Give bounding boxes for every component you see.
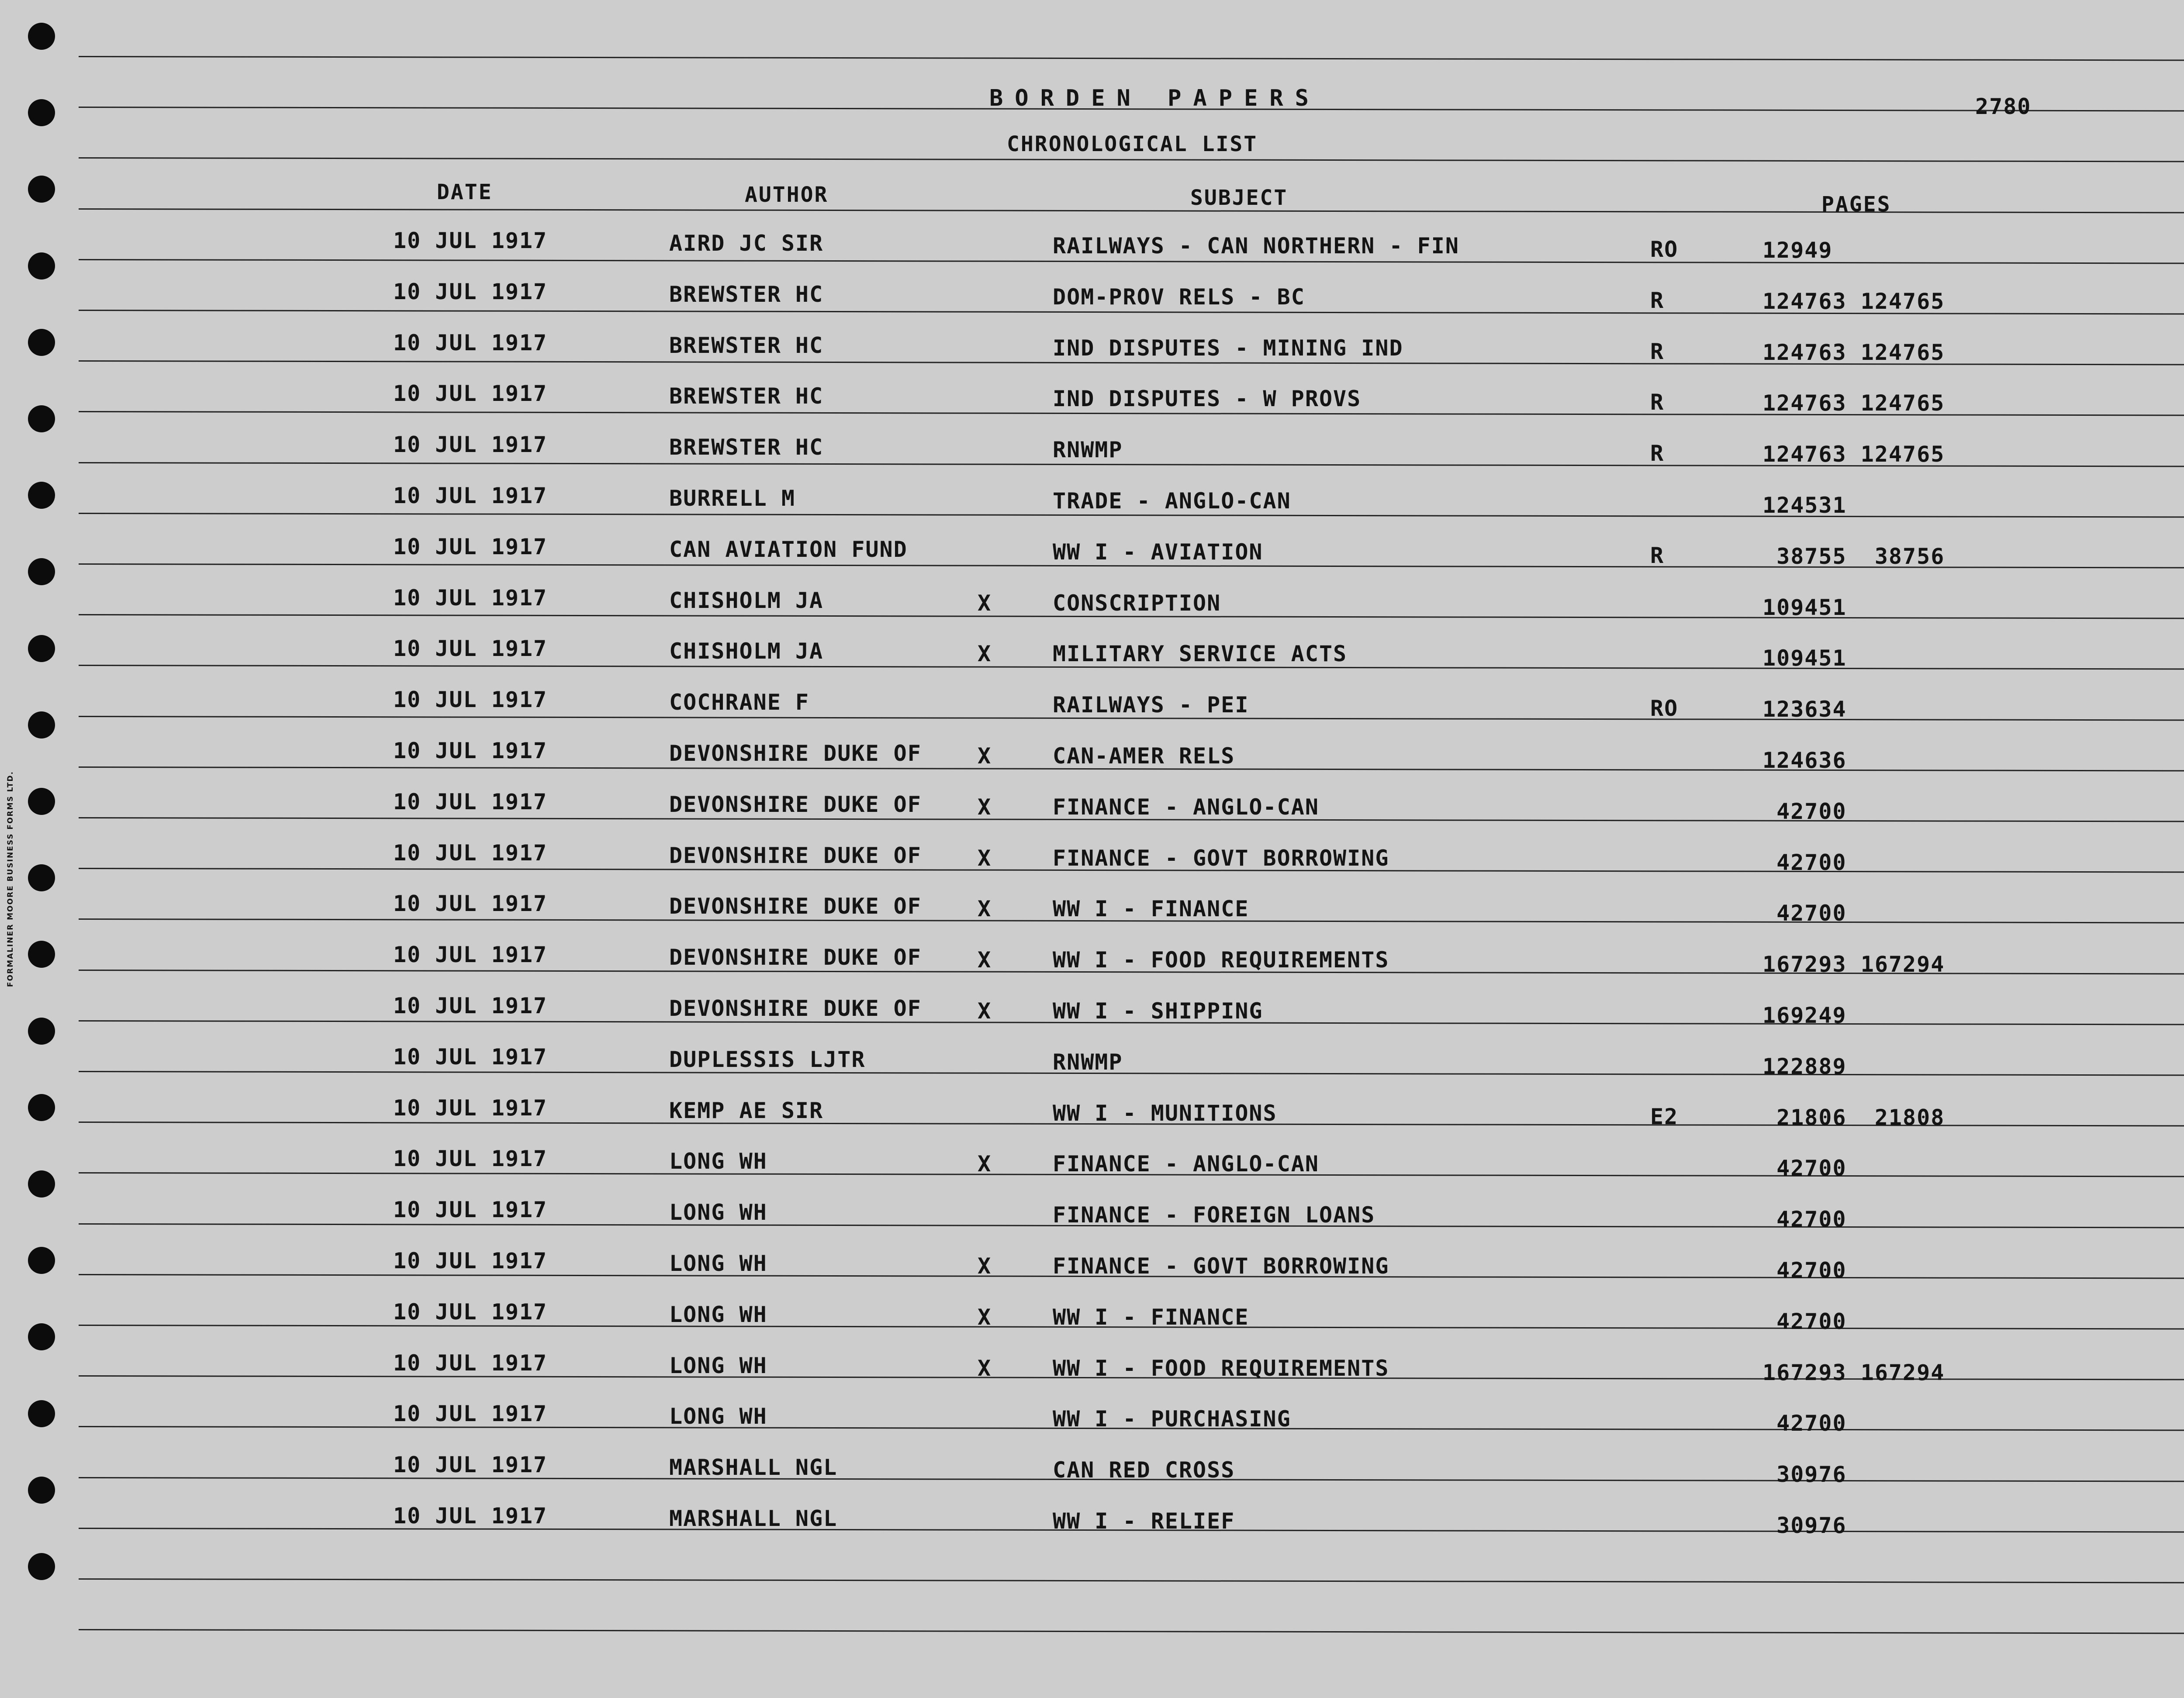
entry-subject: CONSCRIPTION (1053, 590, 1221, 616)
entry-pages: 123634 (1762, 697, 1847, 722)
table-row (0, 942, 2184, 989)
entry-subject: RAILWAYS - CAN NORTHERN - FIN (1053, 233, 1459, 259)
entry-author: BREWSTER HC (669, 281, 824, 307)
entry-subject: RNWMP (1053, 437, 1123, 463)
entry-pages: 21806 21808 (1762, 1104, 1945, 1130)
entry-date: 10 JUL 1917 (393, 738, 548, 763)
table-row (0, 585, 2184, 632)
table-row (0, 993, 2184, 1040)
column-header-author: AUTHOR (745, 183, 829, 207)
entry-author: DEVONSHIRE DUKE OF (669, 741, 922, 766)
entry-author: LONG WH (669, 1353, 767, 1378)
entry-date: 10 JUL 1917 (393, 840, 548, 866)
entry-author: MARSHALL NGL (669, 1506, 838, 1531)
feed-hole (28, 99, 55, 126)
entry-date: 10 JUL 1917 (393, 789, 548, 814)
feed-hole (28, 23, 55, 50)
entry-flag: X (978, 794, 992, 820)
entry-pages: 42700 (1762, 849, 1847, 875)
entry-author: LONG WH (669, 1149, 767, 1174)
entry-author: DEVONSHIRE DUKE OF (669, 894, 922, 919)
column-header-subject: SUBJECT (1190, 186, 1288, 210)
entry-date: 10 JUL 1917 (393, 1299, 548, 1325)
entry-author: DEVONSHIRE DUKE OF (669, 945, 922, 970)
entry-subject: FINANCE - ANGLO-CAN (1053, 794, 1319, 820)
entry-date: 10 JUL 1917 (393, 942, 548, 968)
entry-flag: X (978, 896, 992, 922)
entry-author: MARSHALL NGL (669, 1455, 838, 1481)
entry-date: 10 JUL 1917 (393, 1095, 548, 1121)
entry-subject: WW I - FINANCE (1053, 1304, 1249, 1330)
entry-author: BURRELL M (669, 486, 795, 511)
entry-pages: 42700 (1762, 1156, 1847, 1181)
entry-author: LONG WH (669, 1301, 767, 1327)
entry-subject: FINANCE - GOVT BORROWING (1053, 1253, 1389, 1279)
table-row (0, 1452, 2184, 1499)
entry-flag: X (978, 641, 992, 667)
entry-pages: 42700 (1762, 1411, 1847, 1436)
entry-date: 10 JUL 1917 (393, 330, 548, 355)
entry-flag: X (978, 998, 992, 1024)
entry-code: R (1650, 441, 1665, 466)
entry-flag: X (978, 1151, 992, 1177)
entry-author: DUPLESSIS LJTR (669, 1046, 866, 1072)
entry-date: 10 JUL 1917 (393, 1350, 548, 1376)
table-row (0, 738, 2184, 785)
entry-pages: 124531 (1762, 493, 1847, 518)
table-row (0, 1095, 2184, 1142)
entry-subject: IND DISPUTES - MINING IND (1053, 335, 1403, 361)
entry-author: CHISHOLM JA (669, 638, 824, 664)
entry-pages: 167293 167294 (1762, 1360, 1945, 1385)
table-row (0, 483, 2184, 530)
table-row (0, 1299, 2184, 1346)
entry-pages: 124636 (1762, 748, 1847, 773)
entry-date: 10 JUL 1917 (393, 279, 548, 304)
table-row (0, 228, 2184, 275)
entry-flag: X (978, 1304, 992, 1330)
entry-subject: WW I - FINANCE (1053, 896, 1249, 922)
entry-subject: WW I - PURCHASING (1053, 1406, 1291, 1432)
table-row (0, 432, 2184, 479)
table-row (0, 1401, 2184, 1448)
entry-author: KEMP AE SIR (669, 1097, 824, 1123)
table-row (0, 636, 2184, 683)
entry-subject: FINANCE - GOVT BORROWING (1053, 845, 1389, 871)
entry-flag: X (978, 845, 992, 871)
entry-pages: 109451 (1762, 645, 1847, 671)
entry-subject: IND DISPUTES - W PROVS (1053, 386, 1362, 412)
entry-date: 10 JUL 1917 (393, 585, 548, 611)
entry-subject: WW I - FOOD REQUIREMENTS (1053, 1355, 1389, 1381)
ruled-line (79, 1578, 2184, 1584)
entry-pages: 124763 124765 (1762, 390, 1945, 416)
page-number: 2780 (1975, 94, 2032, 119)
entry-pages: 42700 (1762, 798, 1847, 824)
entry-flag: X (978, 590, 992, 616)
margin-imprint: FORMALINER MOORE BUSINESS FORMS LTD. (6, 771, 15, 987)
entry-subject: WW I - RELIEF (1053, 1508, 1235, 1534)
entry-flag: X (978, 1253, 992, 1279)
entry-date: 10 JUL 1917 (393, 1044, 548, 1070)
table-row (0, 840, 2184, 887)
entry-date: 10 JUL 1917 (393, 636, 548, 662)
table-row (0, 891, 2184, 938)
entry-pages: 124763 124765 (1762, 288, 1945, 314)
entry-code: R (1650, 390, 1665, 415)
entry-subject: WW I - SHIPPING (1053, 998, 1263, 1024)
entry-author: BREWSTER HC (669, 332, 824, 358)
entry-author: BREWSTER HC (669, 383, 824, 409)
entry-date: 10 JUL 1917 (393, 687, 548, 713)
entry-date: 10 JUL 1917 (393, 483, 548, 508)
entry-subject: MILITARY SERVICE ACTS (1053, 641, 1348, 667)
table-row (0, 381, 2184, 428)
entry-author: CHISHOLM JA (669, 587, 824, 613)
entry-pages: 12949 (1762, 238, 1833, 263)
entry-pages: 42700 (1762, 1308, 1847, 1334)
entry-author: LONG WH (669, 1251, 767, 1276)
table-row (0, 1503, 2184, 1550)
entry-subject: WW I - AVIATION (1053, 539, 1263, 565)
entry-author: DEVONSHIRE DUKE OF (669, 791, 922, 817)
ruled-line (79, 157, 2184, 162)
entry-subject: RNWMP (1053, 1049, 1123, 1075)
entry-pages: 42700 (1762, 1258, 1847, 1283)
table-row (0, 687, 2184, 734)
table-row (0, 534, 2184, 581)
entry-date: 10 JUL 1917 (393, 1401, 548, 1427)
entry-date: 10 JUL 1917 (393, 1197, 548, 1223)
entry-subject: CAN-AMER RELS (1053, 743, 1235, 769)
entry-date: 10 JUL 1917 (393, 1248, 548, 1274)
entry-author: DEVONSHIRE DUKE OF (669, 842, 922, 868)
entry-code: RO (1650, 237, 1679, 262)
entry-pages: 124763 124765 (1762, 339, 1945, 365)
column-header-date: DATE (437, 180, 493, 204)
entry-author: LONG WH (669, 1404, 767, 1429)
entry-date: 10 JUL 1917 (393, 1503, 548, 1529)
entry-code: RO (1650, 696, 1679, 721)
table-row (0, 330, 2184, 377)
entry-flag: X (978, 1355, 992, 1381)
entry-author: CAN AVIATION FUND (669, 536, 908, 562)
table-row (0, 1197, 2184, 1244)
entry-pages: 122889 (1762, 1053, 1847, 1079)
entry-date: 10 JUL 1917 (393, 993, 548, 1018)
entry-pages: 38755 38756 (1762, 543, 1945, 569)
entry-author: COCHRANE F (669, 690, 810, 715)
entry-subject: TRADE - ANGLO-CAN (1053, 488, 1291, 514)
document-title: BORDEN PAPERS (989, 85, 1320, 111)
entry-flag: X (978, 743, 992, 769)
entry-date: 10 JUL 1917 (393, 1146, 548, 1172)
entry-subject: DOM-PROV RELS - BC (1053, 284, 1305, 310)
table-row (0, 789, 2184, 836)
entry-pages: 42700 (1762, 901, 1847, 926)
entry-date: 10 JUL 1917 (393, 432, 548, 458)
entry-code: R (1650, 287, 1665, 313)
entry-subject: FINANCE - FOREIGN LOANS (1053, 1202, 1375, 1228)
entry-author: DEVONSHIRE DUKE OF (669, 996, 922, 1021)
entry-subject: WW I - MUNITIONS (1053, 1100, 1277, 1126)
entry-code: R (1650, 542, 1665, 568)
entry-date: 10 JUL 1917 (393, 228, 548, 253)
entry-date: 10 JUL 1917 (393, 1452, 548, 1478)
entry-code: R (1650, 338, 1665, 364)
entry-author: BREWSTER HC (669, 435, 824, 460)
entry-subject: WW I - FOOD REQUIREMENTS (1053, 947, 1389, 973)
ruled-line (79, 1629, 2184, 1634)
table-row (0, 279, 2184, 326)
ruled-line (79, 56, 2184, 61)
entry-pages: 124763 124765 (1762, 442, 1945, 467)
table-row (0, 1044, 2184, 1091)
entry-flag: X (978, 947, 992, 973)
entry-pages: 167293 167294 (1762, 952, 1945, 977)
entry-pages: 109451 (1762, 594, 1847, 620)
entry-pages: 42700 (1762, 1207, 1847, 1232)
entry-pages: 30976 (1762, 1513, 1847, 1538)
table-row (0, 1350, 2184, 1398)
entry-subject: RAILWAYS - PEI (1053, 692, 1249, 718)
entry-date: 10 JUL 1917 (393, 381, 548, 407)
entry-code: E2 (1650, 1104, 1679, 1129)
table-row (0, 1248, 2184, 1295)
table-row (0, 1146, 2184, 1193)
entry-date: 10 JUL 1917 (393, 534, 548, 559)
entry-author: AIRD JC SIR (669, 231, 824, 256)
entry-subject: CAN RED CROSS (1053, 1457, 1235, 1483)
entry-pages: 30976 (1762, 1462, 1847, 1487)
feed-hole (28, 1553, 55, 1580)
entry-subject: FINANCE - ANGLO-CAN (1053, 1151, 1319, 1177)
feed-hole (28, 176, 55, 203)
entry-pages: 169249 (1762, 1003, 1847, 1028)
entry-author: LONG WH (669, 1200, 767, 1225)
document-subtitle: CHRONOLOGICAL LIST (1007, 132, 1258, 156)
column-header-pages: PAGES (1821, 192, 1891, 217)
entry-date: 10 JUL 1917 (393, 891, 548, 917)
